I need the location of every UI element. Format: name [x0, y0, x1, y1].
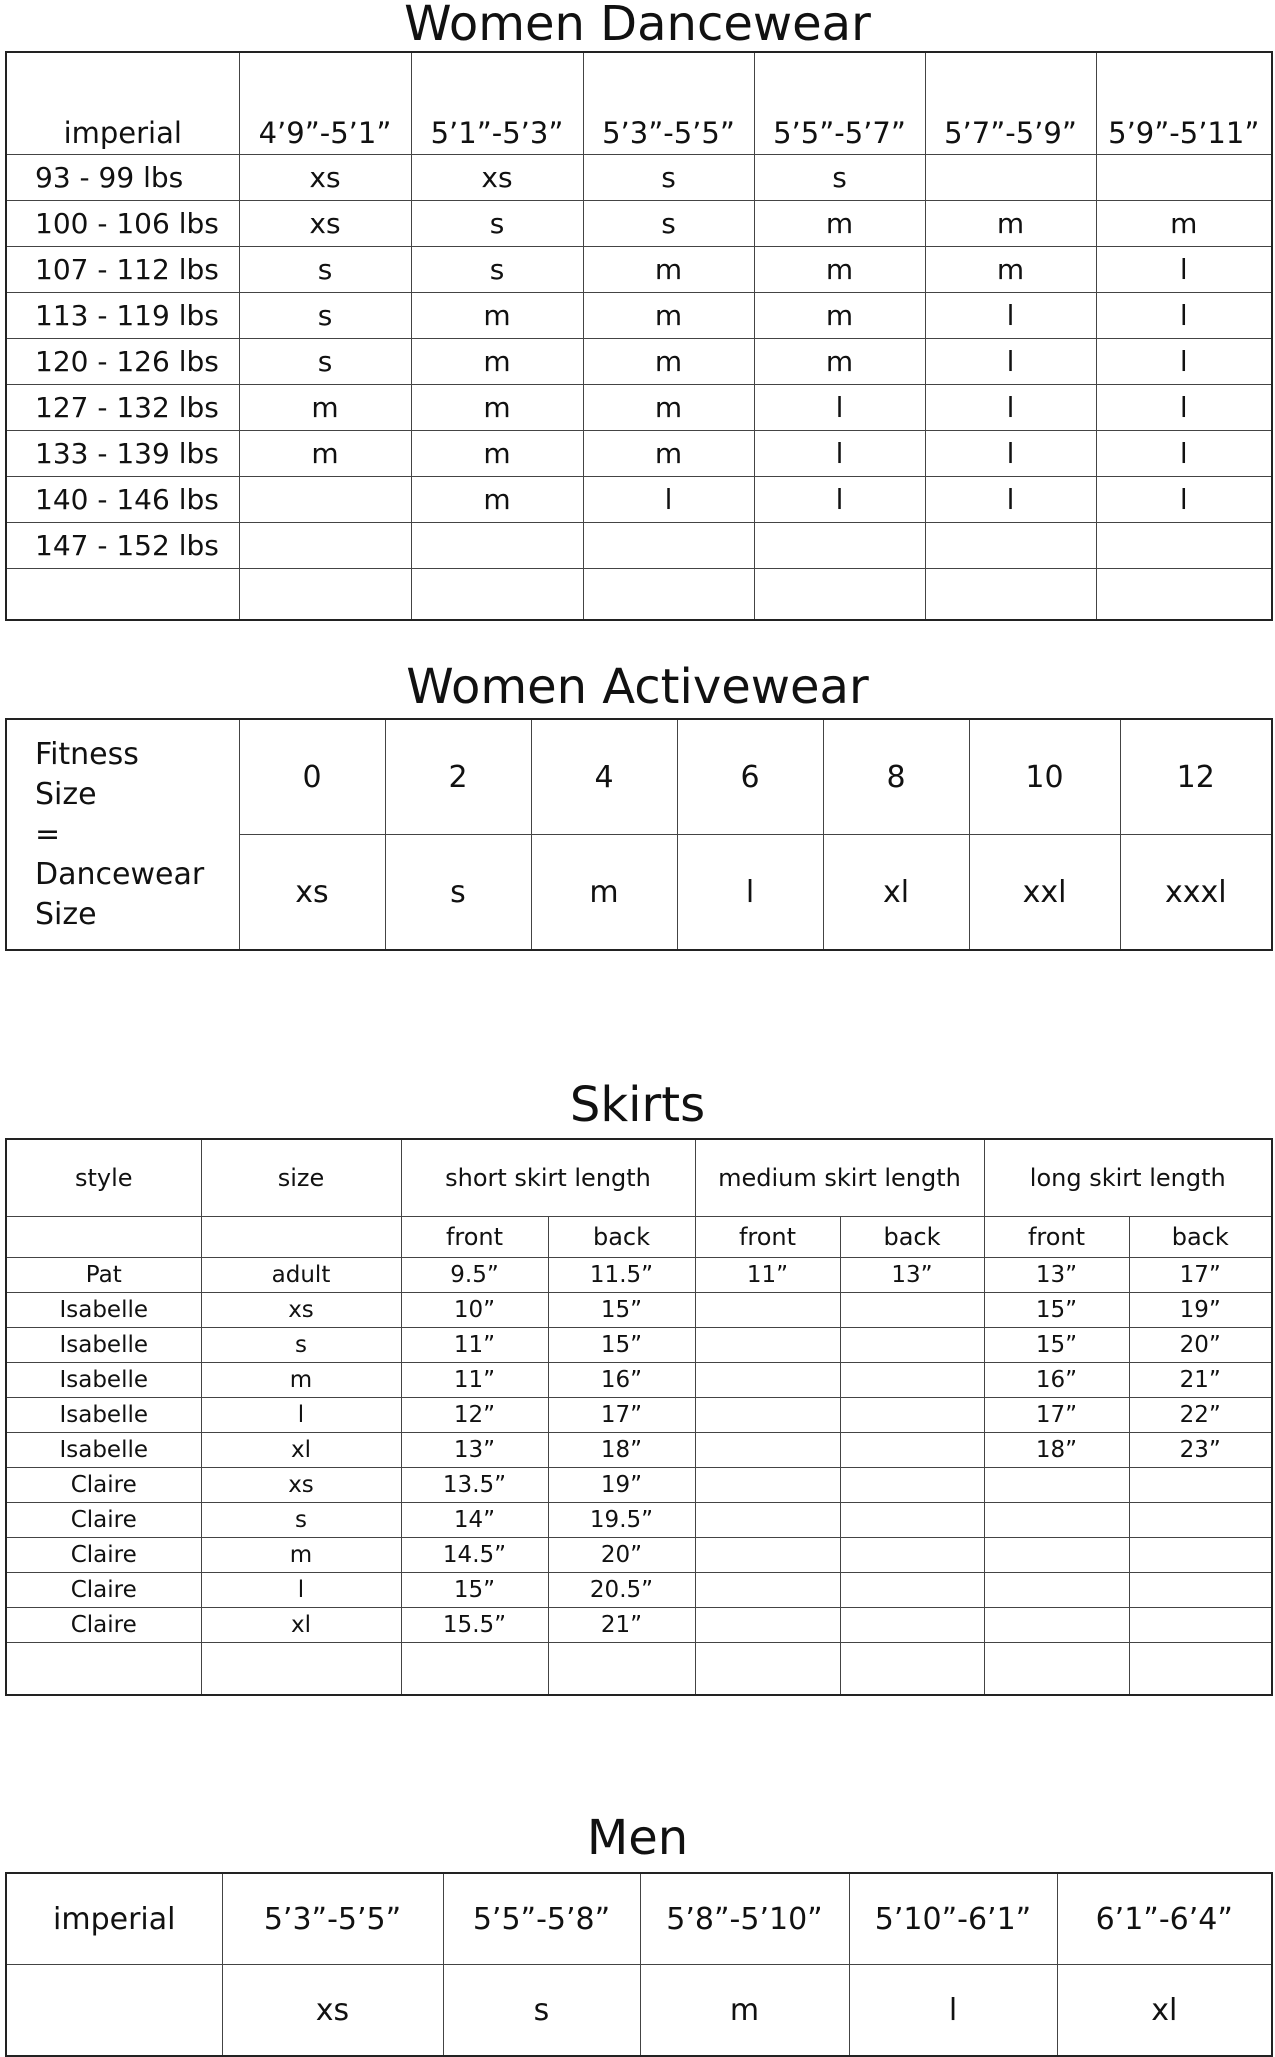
long-back-cell	[1129, 1608, 1272, 1643]
back-subheader: back	[548, 1217, 695, 1258]
size-cell: m	[925, 247, 1096, 293]
long-back-cell	[1129, 1468, 1272, 1503]
height-header: 5’8”-5’10”	[640, 1873, 849, 1965]
weight-range-label: 100 - 106 lbs	[6, 201, 239, 247]
style-cell: Claire	[6, 1573, 201, 1608]
size-cell: l	[1096, 477, 1272, 523]
empty-cell	[754, 569, 925, 621]
weight-range-label: 140 - 146 lbs	[6, 477, 239, 523]
long-back-cell	[1129, 1503, 1272, 1538]
medium-front-cell	[695, 1573, 840, 1608]
weight-range-label: 127 - 132 lbs	[6, 385, 239, 431]
size-cell: m	[754, 339, 925, 385]
dancewear-size-cell: m	[531, 835, 677, 951]
style-cell: Claire	[6, 1538, 201, 1573]
medium-front-cell	[695, 1468, 840, 1503]
short-front-cell: 13.5”	[401, 1468, 548, 1503]
men-size-row	[6, 1965, 1272, 2057]
back-subheader: back	[1129, 1217, 1272, 1258]
size-cell: l	[925, 385, 1096, 431]
short-back-cell: 20.5”	[548, 1573, 695, 1608]
size-cell: xs	[201, 1293, 401, 1328]
long-skirt-length-header: long skirt length	[984, 1139, 1272, 1217]
empty-cell	[6, 1965, 222, 2057]
empty-cell	[201, 1643, 401, 1696]
height-header: 5’1”-5’3”	[411, 52, 583, 155]
blank-row	[6, 569, 1272, 621]
activewear-label-line: Size	[35, 896, 97, 932]
size-cell: l	[1096, 385, 1272, 431]
short-back-cell: 15”	[548, 1328, 695, 1363]
dancewear-weight-row	[6, 385, 1272, 431]
height-header: 5’9”-5’11”	[1096, 52, 1272, 155]
short-skirt-length-header: short skirt length	[401, 1139, 695, 1217]
size-cell: s	[239, 339, 411, 385]
medium-back-cell	[840, 1573, 984, 1608]
medium-back-cell	[840, 1538, 984, 1573]
height-header: 5’5”-5’7”	[754, 52, 925, 155]
long-back-cell: 22”	[1129, 1398, 1272, 1433]
size-cell: s	[443, 1965, 640, 2057]
weight-range-label: 113 - 119 lbs	[6, 293, 239, 339]
style-cell: Isabelle	[6, 1363, 201, 1398]
long-front-cell: 18”	[984, 1433, 1129, 1468]
medium-front-cell	[695, 1538, 840, 1573]
skirt-row	[6, 1433, 1272, 1468]
men-corner-header: imperial	[6, 1873, 222, 1965]
long-front-cell: 15”	[984, 1293, 1129, 1328]
short-front-cell: 9.5”	[401, 1258, 548, 1293]
size-cell: l	[925, 339, 1096, 385]
short-back-cell: 21”	[548, 1608, 695, 1643]
medium-back-cell	[840, 1503, 984, 1538]
dancewear-weight-row	[6, 155, 1272, 201]
empty-cell	[6, 1217, 201, 1258]
dancewear-size-cell: s	[385, 835, 531, 951]
weight-range-label: 133 - 139 lbs	[6, 431, 239, 477]
size-cell: l	[849, 1965, 1057, 2057]
height-header: 6’1”-6’4”	[1057, 1873, 1272, 1965]
skirt-row	[6, 1258, 1272, 1293]
size-cell	[239, 477, 411, 523]
fitness-size-cell: 2	[385, 719, 531, 835]
size-cell: l	[583, 477, 754, 523]
long-front-cell: 17”	[984, 1398, 1129, 1433]
medium-back-cell	[840, 1363, 984, 1398]
size-cell: m	[201, 1363, 401, 1398]
dancewear-size-cell: xxxl	[1120, 835, 1272, 951]
short-back-cell: 15”	[548, 1293, 695, 1328]
dancewear-weight-row	[6, 201, 1272, 247]
fitness-size-cell: 8	[823, 719, 969, 835]
fitness-size-cell: 4	[531, 719, 677, 835]
long-back-cell: 19”	[1129, 1293, 1272, 1328]
long-front-cell	[984, 1503, 1129, 1538]
style-cell: Pat	[6, 1258, 201, 1293]
size-cell: s	[201, 1503, 401, 1538]
medium-front-cell	[695, 1398, 840, 1433]
men-size-table	[5, 1872, 1273, 2057]
size-cell: m	[411, 339, 583, 385]
height-header: 5’5”-5’8”	[443, 1873, 640, 1965]
size-cell: m	[754, 201, 925, 247]
size-cell: l	[1096, 247, 1272, 293]
dancewear-size-cell: xs	[239, 835, 385, 951]
dancewear-weight-row	[6, 477, 1272, 523]
dancewear-size-table	[5, 51, 1273, 621]
medium-back-cell: 13”	[840, 1258, 984, 1293]
short-front-cell: 11”	[401, 1328, 548, 1363]
long-front-cell	[984, 1573, 1129, 1608]
size-cell: s	[239, 247, 411, 293]
front-subheader: front	[401, 1217, 548, 1258]
activewear-label-line: Size	[35, 776, 97, 812]
short-front-cell: 11”	[401, 1363, 548, 1398]
skirt-row	[6, 1503, 1272, 1538]
size-cell: m	[1096, 201, 1272, 247]
fitness-size-row	[6, 719, 1272, 835]
empty-cell	[201, 1217, 401, 1258]
dancewear-size-cell: xl	[823, 835, 969, 951]
short-back-cell: 17”	[548, 1398, 695, 1433]
size-cell: m	[411, 293, 583, 339]
size-cell: m	[411, 385, 583, 431]
dancewear-corner-header: imperial	[6, 52, 239, 155]
size-cell	[925, 523, 1096, 569]
size-cell	[925, 155, 1096, 201]
long-back-cell: 17”	[1129, 1258, 1272, 1293]
activewear-label	[6, 719, 239, 950]
style-header: style	[6, 1139, 201, 1217]
size-cell: l	[754, 385, 925, 431]
size-cell	[583, 523, 754, 569]
empty-cell	[411, 569, 583, 621]
back-subheader: back	[840, 1217, 984, 1258]
short-front-cell: 14.5”	[401, 1538, 548, 1573]
empty-cell	[548, 1643, 695, 1696]
size-cell: m	[411, 477, 583, 523]
medium-front-cell	[695, 1328, 840, 1363]
size-cell: m	[583, 247, 754, 293]
size-cell: l	[925, 293, 1096, 339]
skirts-length-table	[5, 1138, 1273, 1696]
size-cell: s	[411, 201, 583, 247]
fitness-size-cell: 0	[239, 719, 385, 835]
dancewear-weight-row	[6, 293, 1272, 339]
size-cell: adult	[201, 1258, 401, 1293]
height-header: 4’9”-5’1”	[239, 52, 411, 155]
long-back-cell	[1129, 1538, 1272, 1573]
short-front-cell: 12”	[401, 1398, 548, 1433]
size-cell: l	[1096, 293, 1272, 339]
size-cell: xl	[201, 1608, 401, 1643]
size-cell: s	[201, 1328, 401, 1363]
medium-front-cell	[695, 1433, 840, 1468]
size-cell: m	[754, 293, 925, 339]
weight-range-label: 107 - 112 lbs	[6, 247, 239, 293]
style-cell: Isabelle	[6, 1328, 201, 1363]
size-cell: m	[583, 339, 754, 385]
medium-front-cell: 11”	[695, 1258, 840, 1293]
skirt-row	[6, 1538, 1272, 1573]
long-back-cell: 23”	[1129, 1433, 1272, 1468]
skirt-row	[6, 1328, 1272, 1363]
dancewear-weight-row	[6, 431, 1272, 477]
short-front-cell: 14”	[401, 1503, 548, 1538]
medium-back-cell	[840, 1608, 984, 1643]
style-cell: Isabelle	[6, 1433, 201, 1468]
empty-cell	[1129, 1643, 1272, 1696]
empty-cell	[239, 569, 411, 621]
empty-cell	[695, 1643, 840, 1696]
style-cell: Claire	[6, 1608, 201, 1643]
empty-cell	[6, 569, 239, 621]
medium-back-cell	[840, 1293, 984, 1328]
weight-range-label: 120 - 126 lbs	[6, 339, 239, 385]
short-front-cell: 15.5”	[401, 1608, 548, 1643]
medium-front-cell	[695, 1363, 840, 1398]
medium-front-cell	[695, 1608, 840, 1643]
activewear-size-table	[5, 718, 1273, 951]
style-cell: Claire	[6, 1503, 201, 1538]
height-header: 5’3”-5’5”	[222, 1873, 443, 1965]
size-cell: l	[754, 431, 925, 477]
size-cell: m	[583, 293, 754, 339]
medium-front-cell	[695, 1293, 840, 1328]
size-cell: s	[411, 247, 583, 293]
medium-front-cell	[695, 1503, 840, 1538]
dancewear-size-cell: xxl	[969, 835, 1120, 951]
front-subheader: front	[984, 1217, 1129, 1258]
empty-cell	[401, 1643, 548, 1696]
short-back-cell: 19”	[548, 1468, 695, 1503]
style-cell: Isabelle	[6, 1293, 201, 1328]
dancewear-weight-row	[6, 339, 1272, 385]
empty-cell	[583, 569, 754, 621]
medium-back-cell	[840, 1328, 984, 1363]
size-cell	[754, 523, 925, 569]
skirts-header-row	[6, 1139, 1272, 1217]
long-back-cell: 21”	[1129, 1363, 1272, 1398]
size-header: size	[201, 1139, 401, 1217]
medium-skirt-length-header: medium skirt length	[695, 1139, 984, 1217]
men-height-row	[6, 1873, 1272, 1965]
height-header: 5’10”-6’1”	[849, 1873, 1057, 1965]
skirt-row	[6, 1398, 1272, 1433]
long-front-cell: 16”	[984, 1363, 1129, 1398]
style-cell: Isabelle	[6, 1398, 201, 1433]
skirts-subheader-row	[6, 1217, 1272, 1258]
size-cell	[1096, 155, 1272, 201]
skirts-title: Skirts	[569, 1077, 706, 1133]
long-front-cell: 13”	[984, 1258, 1129, 1293]
short-front-cell: 10”	[401, 1293, 548, 1328]
size-cell: xl	[1057, 1965, 1272, 2057]
size-cell: s	[583, 201, 754, 247]
dancewear-header-row	[6, 52, 1272, 155]
weight-range-label: 93 - 99 lbs	[6, 155, 239, 201]
short-front-cell: 15”	[401, 1573, 548, 1608]
size-cell: l	[754, 477, 925, 523]
short-back-cell: 18”	[548, 1433, 695, 1468]
dancewear-size-cell: l	[677, 835, 823, 951]
size-cell: xs	[239, 155, 411, 201]
front-subheader: front	[695, 1217, 840, 1258]
size-cell: m	[239, 385, 411, 431]
height-header: 5’3”-5’5”	[583, 52, 754, 155]
size-cell: xl	[201, 1433, 401, 1468]
size-cell: l	[925, 431, 1096, 477]
size-cell: l	[1096, 339, 1272, 385]
activewear-label-line: Dancewear	[35, 856, 205, 892]
weight-range-label: 147 - 152 lbs	[6, 523, 239, 569]
size-cell: m	[925, 201, 1096, 247]
long-front-cell	[984, 1538, 1129, 1573]
activewear-label-line: Fitness	[35, 736, 139, 772]
skirt-row	[6, 1608, 1272, 1643]
short-back-cell: 19.5”	[548, 1503, 695, 1538]
short-back-cell: 11.5”	[548, 1258, 695, 1293]
medium-back-cell	[840, 1398, 984, 1433]
size-cell: l	[201, 1398, 401, 1433]
long-back-cell: 20”	[1129, 1328, 1272, 1363]
empty-cell	[1096, 569, 1272, 621]
empty-cell	[840, 1643, 984, 1696]
fitness-size-cell: 12	[1120, 719, 1272, 835]
size-cell: xs	[201, 1468, 401, 1503]
medium-back-cell	[840, 1468, 984, 1503]
skirt-row	[6, 1293, 1272, 1328]
size-cell: s	[239, 293, 411, 339]
fitness-size-cell: 6	[677, 719, 823, 835]
size-cell	[1096, 523, 1272, 569]
size-cell: s	[583, 155, 754, 201]
size-cell: m	[640, 1965, 849, 2057]
size-cell: xs	[239, 201, 411, 247]
activewear-title: Women Activewear	[406, 659, 869, 715]
fitness-size-cell: 10	[969, 719, 1120, 835]
long-front-cell: 15”	[984, 1328, 1129, 1363]
empty-cell	[925, 569, 1096, 621]
short-back-cell: 16”	[548, 1363, 695, 1398]
size-cell: s	[754, 155, 925, 201]
activewear-label-line: =	[35, 816, 61, 852]
blank-row	[6, 1643, 1272, 1696]
size-cell: l	[201, 1573, 401, 1608]
size-cell: xs	[411, 155, 583, 201]
empty-cell	[6, 1643, 201, 1696]
size-cell: l	[1096, 431, 1272, 477]
size-cell: m	[201, 1538, 401, 1573]
empty-cell	[984, 1643, 1129, 1696]
style-cell: Claire	[6, 1468, 201, 1503]
size-cell: l	[925, 477, 1096, 523]
height-header: 5’7”-5’9”	[925, 52, 1096, 155]
size-cell: m	[239, 431, 411, 477]
size-cell: m	[583, 385, 754, 431]
men-title: Men	[586, 1810, 689, 1866]
dancewear-title: Women Dancewear	[404, 0, 871, 52]
medium-back-cell	[840, 1433, 984, 1468]
size-cell: m	[583, 431, 754, 477]
long-front-cell	[984, 1468, 1129, 1503]
short-back-cell: 20”	[548, 1538, 695, 1573]
skirt-row	[6, 1363, 1272, 1398]
skirt-row	[6, 1573, 1272, 1608]
dancewear-weight-row	[6, 247, 1272, 293]
short-front-cell: 13”	[401, 1433, 548, 1468]
long-front-cell	[984, 1608, 1129, 1643]
size-cell	[411, 523, 583, 569]
long-back-cell	[1129, 1573, 1272, 1608]
size-cell	[239, 523, 411, 569]
size-cell: m	[411, 431, 583, 477]
size-cell: m	[754, 247, 925, 293]
dancewear-weight-row	[6, 523, 1272, 569]
skirt-row	[6, 1468, 1272, 1503]
size-cell: xs	[222, 1965, 443, 2057]
